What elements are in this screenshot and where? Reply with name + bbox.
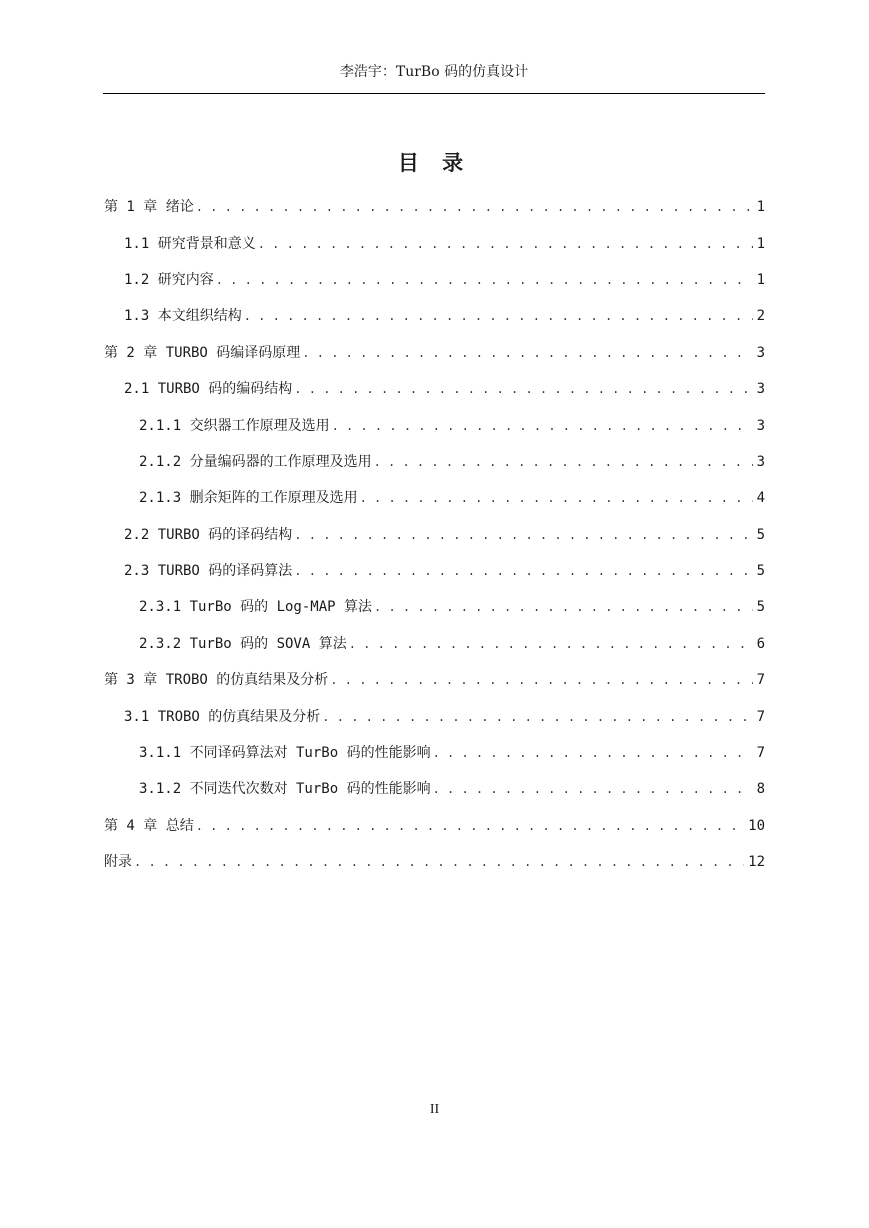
toc-entry[interactable] (0, 844, 869, 880)
toc-entry-line (104, 335, 765, 371)
toc-entry-page: 3 (756, 344, 765, 361)
toc-entry-title: 2.1.3 删余矩阵的工作原理及选用 (139, 490, 358, 507)
toc-dot-leader (294, 553, 752, 589)
page-number: II (429, 1102, 440, 1117)
table-of-contents (0, 189, 869, 880)
toc-entry-line (124, 262, 765, 298)
toc-entry-page: 6 (756, 635, 765, 652)
toc-entry-page: 1 (756, 199, 765, 216)
toc-entry-page: 8 (756, 781, 765, 798)
toc-entry-line (104, 189, 765, 225)
toc-entry-page: 7 (756, 745, 765, 762)
toc-dot-leader (302, 335, 752, 371)
toc-entry[interactable] (0, 371, 869, 407)
toc-entry-title: 3.1.2 不同迭代次数对 TurBo 码的性能影响 (139, 781, 431, 798)
toc-entry[interactable] (0, 444, 869, 480)
toc-entry[interactable] (0, 262, 869, 298)
toc-entry-line (124, 226, 765, 262)
toc-entry[interactable] (0, 189, 869, 225)
toc-entry-title: 1.1 研究背景和意义 (124, 235, 256, 252)
toc-entry-page: 12 (748, 854, 765, 871)
toc-dot-leader (196, 189, 753, 225)
toc-entry-line (139, 589, 765, 625)
toc-dot-leader (244, 298, 753, 334)
toc-entry[interactable] (0, 225, 869, 261)
toc-entry-page: 3 (756, 453, 765, 470)
toc-entry[interactable] (0, 553, 869, 589)
toc-entry[interactable] (0, 407, 869, 443)
toc-entry-line (139, 408, 765, 444)
toc-entry-line (124, 553, 765, 589)
toc-dot-leader (134, 844, 744, 880)
toc-entry-line (104, 808, 765, 844)
toc-entry-line (124, 298, 765, 334)
toc-entry-page: 3 (756, 381, 765, 398)
toc-entry-line (104, 662, 765, 698)
toc-entry-line (124, 371, 765, 407)
running-title: 李浩宇：TurBo 码的仿真设计 (339, 64, 529, 80)
toc-dot-leader (216, 262, 753, 298)
toc-dot-leader (433, 771, 753, 807)
toc-entry-page: 5 (756, 563, 765, 580)
toc-entry[interactable] (0, 480, 869, 516)
toc-entry-page: 5 (756, 526, 765, 543)
toc-entry-title: 第 1 章 绪论 (104, 199, 194, 216)
toc-entry-page: 4 (756, 490, 765, 507)
toc-entry-title: 第 3 章 TROBO 的仿真结果及分析 (104, 672, 329, 689)
toc-entry[interactable] (0, 335, 869, 371)
toc-dot-leader (196, 808, 744, 844)
toc-entry-page: 5 (756, 599, 765, 616)
toc-entry[interactable] (0, 771, 869, 807)
toc-entry[interactable] (0, 735, 869, 771)
toc-entry-title: 第 2 章 TURBO 码编译码原理 (104, 344, 301, 361)
toc-dot-leader (374, 444, 753, 480)
toc-dot-leader (360, 480, 753, 516)
toc-dot-leader (330, 662, 752, 698)
toc-entry-line (139, 480, 765, 516)
toc-entry-title: 1.2 研究内容 (124, 271, 214, 288)
toc-dot-leader (294, 371, 752, 407)
toc-dot-leader (332, 408, 753, 444)
toc-entry-page: 3 (756, 417, 765, 434)
toc-entry-line (124, 517, 765, 553)
toc-title: 目 录 (397, 151, 472, 175)
toc-entry[interactable] (0, 698, 869, 734)
toc-dot-leader (374, 589, 753, 625)
toc-entry-line (139, 626, 765, 662)
toc-entry[interactable] (0, 808, 869, 844)
toc-entry-line (139, 444, 765, 480)
toc-entry[interactable] (0, 589, 869, 625)
toc-dot-leader (258, 226, 753, 262)
toc-entry[interactable] (0, 517, 869, 553)
toc-entry-title: 1.3 本文组织结构 (124, 308, 242, 325)
toc-entry-title: 3.1.1 不同译码算法对 TurBo 码的性能影响 (139, 745, 431, 762)
toc-entry-page: 10 (748, 817, 765, 834)
toc-entry-line (139, 735, 765, 771)
toc-entry-title: 2.2 TURBO 码的译码结构 (124, 526, 293, 543)
toc-entry-page: 1 (756, 271, 765, 288)
toc-dot-leader (433, 735, 753, 771)
toc-entry-title: 2.1.2 分量编码器的工作原理及选用 (139, 453, 372, 470)
toc-entry[interactable] (0, 662, 869, 698)
toc-entry[interactable] (0, 626, 869, 662)
toc-entry-title: 3.1 TROBO 的仿真结果及分析 (124, 708, 321, 725)
toc-entry-title: 2.3.2 TurBo 码的 SOVA 算法 (139, 635, 347, 652)
toc-entry-title: 2.1 TURBO 码的编码结构 (124, 381, 293, 398)
toc-entry-page: 1 (756, 235, 765, 252)
toc-entry-page: 7 (756, 672, 765, 689)
toc-entry-title: 2.1.1 交织器工作原理及选用 (139, 417, 330, 434)
toc-entry-title: 2.3 TURBO 码的译码算法 (124, 563, 293, 580)
toc-dot-leader (349, 626, 753, 662)
toc-entry[interactable] (0, 298, 869, 334)
toc-entry-line (139, 771, 765, 807)
toc-entry-line (124, 699, 765, 735)
toc-dot-leader (322, 699, 752, 735)
toc-entry-title: 2.3.1 TurBo 码的 Log-MAP 算法 (139, 599, 373, 616)
toc-entry-title: 附录 (104, 854, 132, 871)
toc-entry-page: 7 (756, 708, 765, 725)
toc-entry-page: 2 (756, 308, 765, 325)
toc-entry-line (104, 844, 765, 880)
running-header (103, 58, 765, 94)
toc-dot-leader (294, 517, 752, 553)
toc-entry-title: 第 4 章 总结 (104, 817, 194, 834)
